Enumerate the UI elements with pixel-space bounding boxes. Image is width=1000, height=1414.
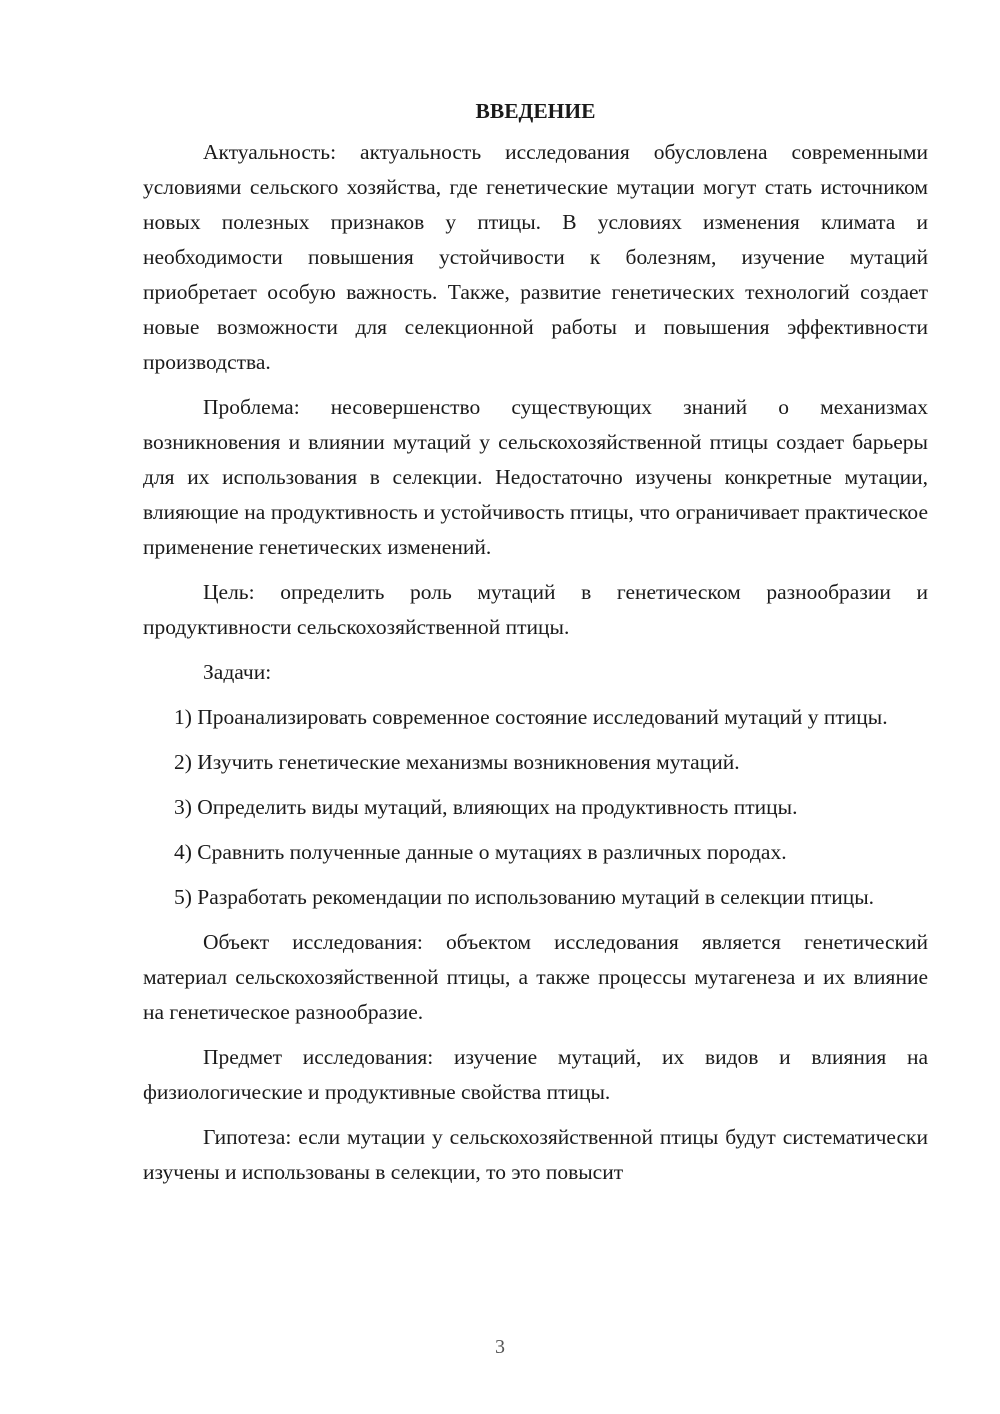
- task-item-5: 5) Разработать рекомендации по использованию мутаций в селекции птицы.: [174, 885, 875, 909]
- task-item-4: 4) Сравнить полученные данные о мутациях в различных породах.: [174, 840, 787, 864]
- paragraph-problem: Проблема: несовершенство существующих знаний о механизмах возникновения и влиянии мутаций у сельскохозяйственной птицы создает барьеры для их использования в селекции. Недостаточно изучены конкретные мутации, влияющие на продуктивность и устойчивость птицы, что ограничивает практическое применение генетических изменений.: [143, 395, 928, 559]
- page-number: 3: [495, 1336, 505, 1358]
- task-item-1: 1) Проанализировать современное состояние исследований мутаций у птицы.: [174, 705, 888, 729]
- paragraph-object: Объект исследования: объектом исследования является генетический материал сельскохозяйственной птицы, а также процессы мутагенеза и их влияние на генетическое разнообразие.: [143, 930, 928, 1024]
- paragraph-tasks-heading: Задачи:: [203, 660, 272, 684]
- paragraph-goal: Цель: определить роль мутаций в генетическом разнообразии и продуктивности сельскохозяйственной птицы.: [143, 580, 928, 639]
- paragraph-relevance: Актуальность: актуальность исследования обусловлена современными условиями сельского хозяйства, где генетические мутации могут стать источником новых полезных признаков у птицы. В условиях изменения климата и необходимости повышения устойчивости к болезням, изучение мутаций приобретает особую важность. Также, развитие генетических технологий создает новые возможности для селекционной работы и повышения эффективности производства.: [143, 140, 928, 374]
- page-title: ВВЕДЕНИЕ: [475, 99, 596, 123]
- task-item-2: 2) Изучить генетические механизмы возникновения мутаций.: [174, 750, 740, 774]
- paragraph-subject: Предмет исследования: изучение мутаций, их видов и влияния на физиологические и продуктивные свойства птицы.: [143, 1045, 928, 1104]
- document-body: [143, 97, 928, 1200]
- task-item-3: 3) Определить виды мутаций, влияющих на продуктивность птицы.: [174, 795, 798, 819]
- paragraph-hypothesis: Гипотеза: если мутации у сельскохозяйственной птицы будут систематически изучены и использованы в селекции, то это повысит: [143, 1125, 928, 1184]
